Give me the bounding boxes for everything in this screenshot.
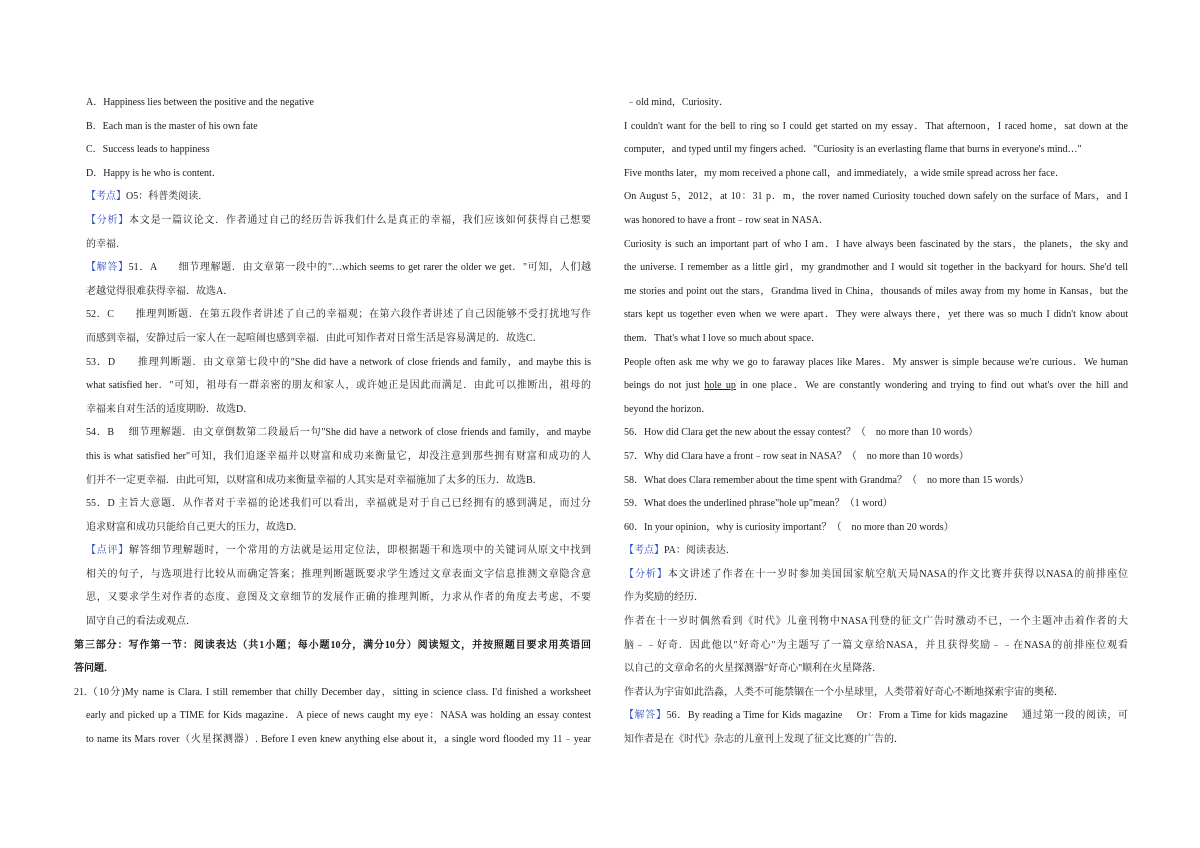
dianping-line-4: 固守自己的看法或观点． [86, 616, 196, 628]
kaodian-tag: 【考点】 [86, 191, 126, 203]
answer-52-line-2: 而感到幸福，安静过后一家人在一起喧闹也感到幸福．由此可知作者对日常生活是容易满足的．故选C． [86, 332, 543, 344]
jieda-line-2: 老越觉得很难获得幸福．故选A． [86, 285, 234, 297]
kaodian-line-right [624, 539, 1128, 563]
right-column [624, 91, 1128, 752]
passage-line-8: the universe. I remember as a little girl，my grandmother and I would sit together in the backyard for hours. She'd tell [624, 262, 1128, 274]
kaodian-text: O5：科普类阅读． [126, 191, 209, 203]
jieda-tag-right: 【解答】 [624, 710, 667, 722]
dianping-line-1 [86, 539, 591, 563]
answer-55-line-1: 55．D 主旨大意题．从作者对于幸福的论述我们可以看出，幸福就是对于自己已经拥有的感到满足，而过分 [86, 498, 591, 510]
fenxi-tag-right: 【分析】 [624, 568, 668, 580]
section-heading-line-1: 第三部分：写作第一节：阅读表达（共1小题；每小题10分，满分10分）阅读短文，并按照题目要求用英语回 [74, 639, 591, 651]
question-60: 60．In your opinion，why is curiosity important？（ no more than 20 words） [624, 521, 954, 533]
fenxi-line-1 [86, 209, 591, 233]
fenxi-text-1: 本文是一篇议论文．作者通过自己的经历告诉我们什么是真正的幸福，我们应该如何获得自己想要 [129, 214, 591, 226]
answer-54-line-3: 们并不一定更幸福．由此可知，以财富和成功来衡量幸福的人其实是对幸福施加了太多的压力．故选B． [86, 474, 543, 486]
jieda-text-1: 51．A 细节理解题．由文章第一段中的"…which seems to get rarer the older we get．"可知，人们越 [128, 262, 591, 274]
passage-line-1: ﹣old mind，Curiosity． [626, 97, 730, 108]
option-c: C．Success leads to happiness [86, 144, 210, 156]
option-b: B．Each man is the master of his own fate [86, 120, 258, 132]
passage-21-line-1: 21.（10分)My name is Clara. I still remember that chilly December day，sitting in science class. I'd finished a worksheet [74, 686, 591, 698]
answer-53-line-2: what satisfied her．"可知，祖母有一群亲密的朋友和家人，或许她正是因此而满足．由此可以推断出，祖母的 [86, 380, 591, 392]
question-56: 56．How did Clara get the new about the essay contest？（ no more than 10 words） [624, 427, 979, 439]
fenxi-line-right-1 [624, 563, 1128, 587]
answer-55-line-2: 追求财富和成功只能给自己更大的压力，故选D． [86, 521, 304, 533]
left-column [74, 91, 591, 752]
kaodian-tag-right: 【考点】 [624, 545, 664, 557]
jieda-line-right-2: 知作者是在《时代》杂志的儿童刊上发现了征文比赛的广告的． [624, 734, 904, 746]
passage-line-14: beyond the horizon． [624, 403, 712, 415]
jieda-line-1 [86, 256, 591, 280]
passage-line-9: me stories and point out the stars，Grandma lived in China，thousands of miles away from my home in Kansas，but the [624, 285, 1128, 297]
fenxi-line-right-2: 作为奖励的经历． [624, 592, 704, 604]
fenxi-line-right-6: 作者认为宇宙如此浩淼，人类不可能禁锢在一个小星球里，人类带着好奇心不断地探索宇宙的奥秘． [624, 686, 1064, 698]
passage-line-5: On August 5，2012，at 10：31 p．m，the rover named Curiosity touched down safely on the surface of Mars，and I [624, 191, 1128, 203]
jieda-text-right-1: 56．By reading a Time for Kids magazine Or：From a Time for kids magazine 通过第一段的阅读，可 [666, 710, 1128, 722]
passage-line-4: Five months later，my mom received a phone call，and immediately，a wide smile spread across her face． [624, 167, 1065, 179]
passage-line-3: computer，and typed until my fingers ached．"Curiosity is an everlasting flame that burns in everyone's mind…" [624, 144, 1082, 156]
answer-53-line-1: 53．D 推理判断题．由文章第七段中的"She did have a network of close friends and family，and maybe this is [86, 356, 591, 368]
question-57: 57．Why did Clara have a front﹣row seat in NASA？（ no more than 10 words） [624, 450, 969, 462]
passage-line-11: them．That's what I love so much about space． [624, 332, 822, 344]
fenxi-line-right-4: 脑﹣﹣好奇．因此他以"好奇心"为主题写了一篇文章给NASA，并且获得奖励﹣﹣在NASA的前排座位观看 [624, 639, 1128, 651]
underlined-phrase: hole up [704, 380, 736, 392]
passage-line-6: was honored to have a front﹣row seat in NASA． [624, 214, 829, 226]
answer-54-line-1: 54．B 细节理解题．由文章倒数第二段最后一句"She did have a network of close friends and family，and maybe [86, 427, 591, 439]
dianping-tag: 【点评】 [86, 545, 130, 557]
fenxi-text-right-1: 本文讲述了作者在十一岁时参加美国国家航空航天局NASA的作文比赛并获得以NASA的前排座位 [667, 568, 1128, 580]
fenxi-line-right-5: 以自己的文章命名的火星探测器"好奇心"顺利在火星降落． [624, 663, 883, 675]
passage-line-13-post: in one place．We are constantly wondering and trying to find out what's over the hill and [735, 380, 1128, 392]
jieda-tag: 【解答】 [86, 262, 129, 274]
fenxi-line-2: 的幸福． [86, 238, 126, 250]
passage-line-7: Curiosity is such an important part of who I am．I have always been fascinated by the stars，the planets，the sky and [624, 238, 1128, 250]
answer-53-line-3: 幸福来自对生活的适度期盼．故选D． [86, 403, 254, 415]
option-a: A．Happiness lies between the positive and the negative [86, 97, 314, 108]
option-d: D．Happy is he who is content． [86, 167, 222, 179]
passage-21-line-2: early and picked up a TIME for Kids magazine．A piece of news caught my eye：NASA was holding an essay contest [86, 710, 591, 722]
kaodian-text-right: PA：阅读表达． [664, 545, 736, 557]
passage-21-line-3: to name its Mars rover（火星探测器）. Before I even knew anything else about it，a single word flooded my 11﹣year [86, 734, 591, 746]
question-58: 58．What does Clara remember about the time spent with Grandma？（ no more than 15 words） [624, 474, 1030, 486]
kaodian-line [86, 185, 591, 209]
passage-line-13 [624, 374, 1128, 398]
dianping-line-3: 思，又要求学生对作者的态度、意图及文章细节的发展作正确的推理判断，力求从作者的角度去考虑，不要 [86, 592, 591, 604]
passage-line-10: stars kept us together even when we were apart．They were always there，yet there was so much I didn't know about [624, 309, 1128, 321]
passage-line-12: People often ask me why we go to faraway places like Mares．My answer is simple because we're curious．We human [624, 356, 1128, 368]
question-59: 59．What does the underlined phrase"hole up"mean？（1 word） [624, 498, 893, 510]
answer-54-line-2: this is what satisfied her"可知，我们追逐幸福并以财富和成功来衡量它，却没注意到那些拥有财富和成功的人 [86, 450, 591, 462]
passage-line-13-pre: beings do not just [624, 380, 705, 392]
fenxi-line-right-3: 作者在十一岁时偶然看到《时代》儿童刊物中NASA刊登的征文广告时激动不已，一个主题冲击着作者的大 [624, 616, 1128, 628]
dianping-text-1: 解答细节理解题时，一个常用的方法就是运用定位法，即根据题干和选项中的关键词从原文中找到 [129, 545, 591, 557]
jieda-line-right-1 [624, 704, 1128, 728]
dianping-line-2: 相关的句子，与选项进行比较从而确定答案；推理判断题既要求学生透过文章表面文字信息推测文章隐含意 [86, 568, 591, 580]
fenxi-tag: 【分析】 [86, 214, 130, 226]
answer-52-line-1: 52．C 推理判断题．在第五段作者讲述了自己的幸福观；在第六段作者讲述了自己因能够不受打扰地写作 [86, 309, 591, 321]
passage-line-2: I couldn't want for the bell to ring so I could get started on my essay．That afternoon，I raced home，sat down at the [624, 120, 1128, 132]
section-heading-line-2: 答问题． [74, 663, 114, 675]
